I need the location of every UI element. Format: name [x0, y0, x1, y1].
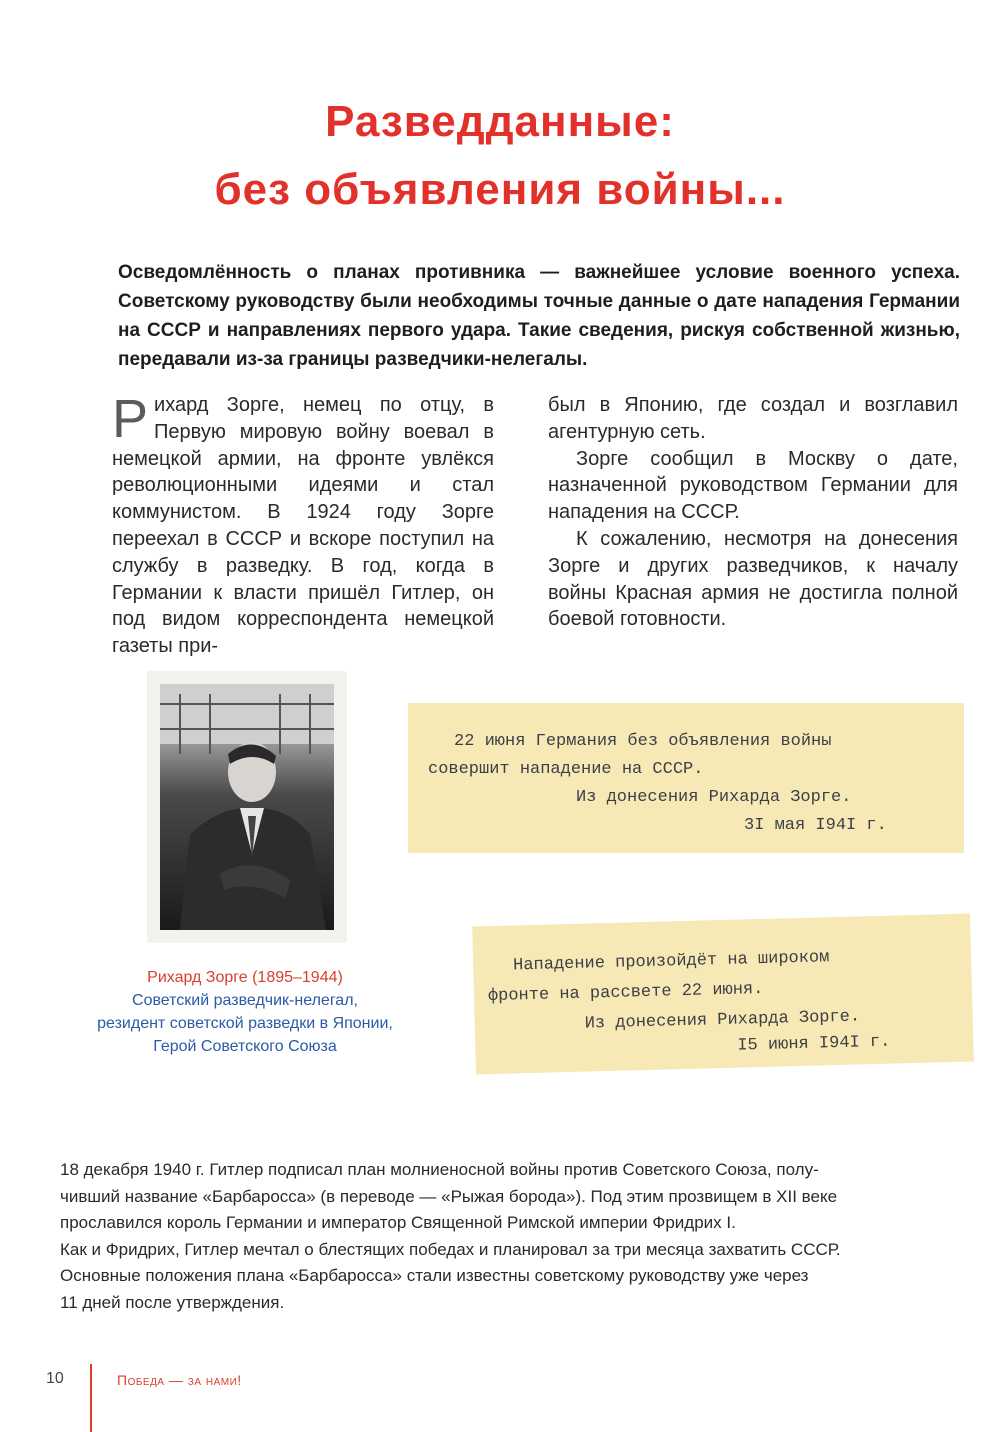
article-text-left: ихард Зорге, немец по отцу, в Первую мировую войну воевал в немецкой армии, на фронте увлёкся революционными идеями и стал коммунистом. В 1924 году Зорге переехал в СССР и вскоре поступил на службу в разведку. В год, когда в Германии к власти пришёл Гитлер, он под видом корреспондента немецкой газеты при- — [112, 394, 494, 658]
article-column-left — [112, 389, 494, 660]
article-column-right — [548, 392, 958, 633]
article-paragraph-1 — [112, 389, 494, 660]
note2-line-3: Из донесения Рихарда Зорге. — [584, 1007, 861, 1034]
portrait-photo — [148, 672, 346, 942]
bottom-line-1: 18 декабря 1940 г. Гитлер подписал план молниеносной войны против Советского Союза, полу- — [60, 1160, 819, 1179]
page-title-line-1: Разведданные: — [325, 97, 675, 146]
caption-line-2: Советский разведчик-нелегал, — [132, 992, 358, 1009]
note2-line-4: I5 июня I94I г. — [737, 1032, 891, 1056]
bottom-line-2: чивший название «Барбаросса» (в переводе — «Рыжая борода»). Под этим прозвищем в XII веке — [60, 1186, 838, 1206]
caption-line-3: резидент советской разведки в Японии, — [97, 1015, 393, 1032]
article-paragraph-3: Зорге сообщил в Москву о дате, назначенной руководством Германии для нападения на СССР. — [548, 447, 958, 524]
drop-cap: Р — [112, 389, 149, 449]
article-paragraph-2: был в Японию, где создал и возглавил агентурную сеть. — [548, 394, 958, 443]
lead-paragraph: Осведомлённость о планах противника — важнейшее условие военного успеха. Советскому руководству были необходимы точные данные о дате нападения Германии на СССР и направлениях первого удара. Такие сведения, рискуя собственной жизнью, передавали из-за границы разведчики-нелегалы. — [118, 262, 960, 370]
footer-divider — [90, 1364, 92, 1432]
page-number: 10 — [46, 1370, 64, 1387]
page-title-line-2: без объявления войны... — [214, 165, 786, 214]
note1-line-4: 3I мая I94I г. — [744, 816, 887, 835]
caption-name: Рихард Зорге (1895–1944) — [147, 969, 343, 986]
caption-line-4: Герой Советского Союза — [153, 1038, 337, 1055]
report-note-1 — [408, 703, 964, 853]
running-title: Победа — за нами! — [117, 1372, 242, 1388]
barbarossa-paragraph — [60, 1157, 880, 1316]
bottom-line-6: 11 дней после утверждения. — [60, 1292, 285, 1312]
bottom-line-3: прославился король Германии и император Священной Римской империи Фридрих I. — [60, 1213, 736, 1232]
bottom-line-4: Как и Фридрих, Гитлер мечтал о блестящих победах и планировал за три месяца захватить СССР. — [60, 1239, 841, 1259]
note1-line-1: 22 июня Германия без объявления войны — [454, 732, 832, 751]
article-paragraph-4: К сожалению, несмотря на донесения Зорге и других разведчиков, к началу войны Красная армия не достигла полной боевой готовности. — [548, 527, 958, 631]
note2-line-1: Нападение произойдёт на широком — [512, 948, 830, 976]
note1-line-2: совершит нападение на СССР. — [428, 760, 704, 779]
note1-line-3: Из донесения Рихарда Зорге. — [576, 788, 852, 807]
portrait-image — [160, 684, 334, 930]
portrait-illustration — [160, 684, 334, 930]
bottom-line-5: Основные положения плана «Барбаросса» стали известны советскому руководству уже через — [60, 1266, 809, 1285]
page-title — [0, 88, 1000, 224]
report-note-2 — [472, 914, 974, 1075]
photo-caption — [80, 966, 410, 1058]
note2-line-2: фронте на рассвете 22 июня. — [487, 979, 764, 1007]
